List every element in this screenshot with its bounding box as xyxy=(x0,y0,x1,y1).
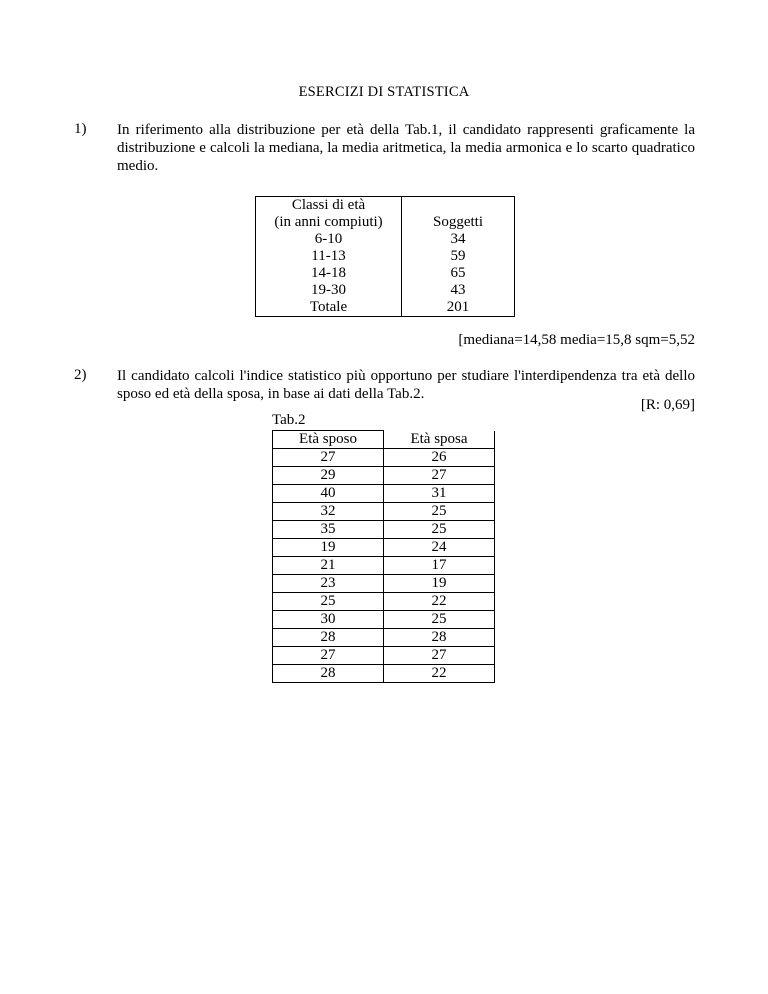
table-row xyxy=(273,539,495,557)
tab1-header-age-classes-line1: Classi di età xyxy=(291,197,366,213)
tab2-cell-groom: 19 xyxy=(273,539,384,557)
tab2-cell-groom: 32 xyxy=(273,503,384,521)
tab2-cell-groom: 27 xyxy=(273,449,384,467)
table-row xyxy=(273,593,495,611)
tab1-cell-total-label: Totale xyxy=(256,299,402,317)
table-row xyxy=(273,611,495,629)
tab2-cell-bride: 25 xyxy=(384,503,495,521)
tab1-cell-class: 14-18 xyxy=(256,265,402,282)
table-row xyxy=(273,503,495,521)
exercise-1-text: In riferimento alla distribuzione per età della Tab.1, il candidato rappresenti graficamente la distribuzione e calcoli la mediana, la media aritmetica, la media armonica e lo scarto quadratico medio. xyxy=(117,122,695,174)
tab2-cell-groom: 35 xyxy=(273,521,384,539)
tab2-cell-bride: 22 xyxy=(384,665,495,683)
table-row xyxy=(273,647,495,665)
table-row xyxy=(256,282,515,299)
tab2-cell-groom: 29 xyxy=(273,467,384,485)
tab1-cell-class: 11-13 xyxy=(256,248,402,265)
tab2-cell-bride: 25 xyxy=(384,611,495,629)
table-row xyxy=(273,467,495,485)
tab2-caption: Tab.2 xyxy=(272,412,306,428)
table-row xyxy=(256,265,515,282)
table-row xyxy=(273,449,495,467)
tab1-cell-total-value: 201 xyxy=(402,299,515,317)
tab2-cell-bride: 28 xyxy=(384,629,495,647)
table-row xyxy=(256,231,515,248)
exercise-1-number: 1) xyxy=(74,121,87,137)
tab2-cell-bride: 31 xyxy=(384,485,495,503)
tab1-cell-class: 6-10 xyxy=(256,231,402,248)
tab2-cell-groom: 21 xyxy=(273,557,384,575)
table-2 xyxy=(272,430,495,683)
tab2-cell-bride: 27 xyxy=(384,467,495,485)
tab1-cell-count: 65 xyxy=(402,265,515,282)
exercise-2-answer: [R: 0,69] xyxy=(640,397,695,413)
tab2-cell-groom: 40 xyxy=(273,485,384,503)
tab2-cell-bride: 25 xyxy=(384,521,495,539)
tab2-cell-bride: 26 xyxy=(384,449,495,467)
tab2-cell-groom: 23 xyxy=(273,575,384,593)
tab1-cell-count: 59 xyxy=(402,248,515,265)
tab2-cell-groom: 30 xyxy=(273,611,384,629)
page-title: ESERCIZI DI STATISTICA xyxy=(298,84,470,100)
tab1-cell-class: 19-30 xyxy=(256,282,402,299)
tab2-cell-bride: 22 xyxy=(384,593,495,611)
tab2-cell-bride: 27 xyxy=(384,647,495,665)
table-row xyxy=(273,485,495,503)
tab2-cell-groom: 28 xyxy=(273,629,384,647)
tab2-cell-groom: 27 xyxy=(273,647,384,665)
table-row xyxy=(273,521,495,539)
tab1-cell-count: 34 xyxy=(402,231,515,248)
exercise-2-text: Il candidato calcoli l'indice statistico più opportuno per studiare l'interdipendenza tra età dello sposo ed età della sposa, in base ai dati della Tab.2. xyxy=(117,368,695,402)
tab1-header-age-classes xyxy=(256,197,402,232)
tab2-cell-bride: 17 xyxy=(384,557,495,575)
tab1-cell-count: 43 xyxy=(402,282,515,299)
tab2-header-bride-age: Età sposa xyxy=(384,431,495,449)
table-1 xyxy=(255,196,515,317)
tab2-cell-bride: 19 xyxy=(384,575,495,593)
tab2-header-groom-age: Età sposo xyxy=(273,431,384,449)
tab2-cell-groom: 28 xyxy=(273,665,384,683)
table-row xyxy=(273,665,495,683)
exercise-2-number: 2) xyxy=(74,367,87,383)
table-row xyxy=(273,629,495,647)
tab2-cell-groom: 25 xyxy=(273,593,384,611)
tab2-cell-bride: 24 xyxy=(384,539,495,557)
table-row xyxy=(273,575,495,593)
table-row xyxy=(273,557,495,575)
tab1-header-age-classes-line2: (in anni compiuti) xyxy=(274,214,383,230)
table-row xyxy=(256,248,515,265)
exercise-1-answer: [mediana=14,58 media=15,8 sqm=5,52 xyxy=(458,332,695,348)
tab1-header-subjects: Soggetti xyxy=(402,197,515,232)
table-row xyxy=(256,299,515,317)
